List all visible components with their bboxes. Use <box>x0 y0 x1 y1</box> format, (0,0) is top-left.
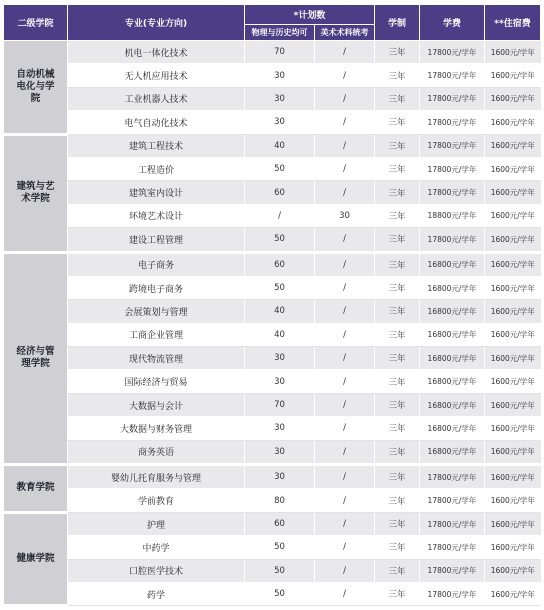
dorm-fee: 1600元/学年 <box>485 181 541 204</box>
dorm-fee: 1600元/学年 <box>485 87 541 110</box>
duration: 三年 <box>375 582 420 605</box>
table-row <box>4 559 541 582</box>
tuition: 16800元/学年 <box>420 300 485 323</box>
plan-art-exam: / <box>315 489 375 512</box>
header-plan-b: 美术术科统考 <box>315 25 375 41</box>
duration: 三年 <box>375 489 420 512</box>
tuition: 17800元/学年 <box>420 536 485 559</box>
plan-physics-history: 30 <box>245 111 315 134</box>
plan-physics-history: 30 <box>245 87 315 110</box>
table-row <box>4 489 541 512</box>
major-name: 工程造价 <box>68 157 245 180</box>
duration: 三年 <box>375 87 420 110</box>
duration: 三年 <box>375 370 420 393</box>
plan-physics-history: 50 <box>245 536 315 559</box>
table-row <box>4 228 541 252</box>
tuition: 17800元/学年 <box>420 64 485 87</box>
plan-physics-history: 70 <box>245 393 315 416</box>
table-row <box>4 440 541 464</box>
major-name: 电子商务 <box>68 252 245 276</box>
duration: 三年 <box>375 512 420 535</box>
college-label: 教育学院 <box>16 482 55 494</box>
college-label: 经济与管理学院 <box>16 346 55 370</box>
plan-physics-history: 40 <box>245 323 315 346</box>
tuition: 16800元/学年 <box>420 393 485 416</box>
plan-art-exam: / <box>315 87 375 110</box>
plan-art-exam: / <box>315 559 375 582</box>
plan-art-exam: / <box>315 465 375 489</box>
plan-physics-history: 30 <box>245 465 315 489</box>
plan-art-exam: / <box>315 417 375 440</box>
header-tuition: 学费 <box>420 5 485 41</box>
plan-art-exam: / <box>315 536 375 559</box>
plan-art-exam: / <box>315 228 375 252</box>
tuition: 17800元/学年 <box>420 559 485 582</box>
dorm-fee: 1600元/学年 <box>485 536 541 559</box>
major-name: 婴幼儿托育服务与管理 <box>68 465 245 489</box>
plan-art-exam: / <box>315 41 375 64</box>
major-name: 药学 <box>68 582 245 605</box>
major-name: 国际经济与贸易 <box>68 370 245 393</box>
plan-art-exam: / <box>315 181 375 204</box>
plan-physics-history: 60 <box>245 512 315 535</box>
college-name <box>4 512 68 606</box>
tuition: 16800元/学年 <box>420 417 485 440</box>
duration: 三年 <box>375 276 420 299</box>
major-name: 建筑室内设计 <box>68 181 245 204</box>
duration: 三年 <box>375 465 420 489</box>
table-row <box>4 393 541 416</box>
plan-physics-history: 50 <box>245 559 315 582</box>
duration: 三年 <box>375 559 420 582</box>
major-name: 无人机应用技术 <box>68 64 245 87</box>
dorm-fee: 1600元/学年 <box>485 134 541 157</box>
duration: 三年 <box>375 157 420 180</box>
dorm-fee: 1600元/学年 <box>485 252 541 276</box>
header-plan: *计划数 <box>245 5 375 25</box>
tuition: 16800元/学年 <box>420 276 485 299</box>
tuition: 16800元/学年 <box>420 252 485 276</box>
plan-physics-history: 70 <box>245 41 315 64</box>
plan-physics-history: 80 <box>245 489 315 512</box>
plan-physics-history: 50 <box>245 582 315 605</box>
tuition: 16800元/学年 <box>420 323 485 346</box>
table-row <box>4 465 541 489</box>
plan-art-exam: / <box>315 512 375 535</box>
plan-art-exam: / <box>315 300 375 323</box>
major-name: 建设工程管理 <box>68 228 245 252</box>
plan-art-exam: / <box>315 582 375 605</box>
major-name: 机电一体化技术 <box>68 41 245 64</box>
major-name: 口腔医学技术 <box>68 559 245 582</box>
duration: 三年 <box>375 393 420 416</box>
duration: 三年 <box>375 41 420 64</box>
table-row <box>4 252 541 276</box>
header-college: 二级学院 <box>4 5 68 41</box>
table-row <box>4 536 541 559</box>
dorm-fee: 1600元/学年 <box>485 323 541 346</box>
duration: 三年 <box>375 536 420 559</box>
duration: 三年 <box>375 111 420 134</box>
dorm-fee: 1600元/学年 <box>485 204 541 227</box>
duration: 三年 <box>375 323 420 346</box>
tuition: 17800元/学年 <box>420 41 485 64</box>
major-name: 大数据与财务管理 <box>68 417 245 440</box>
plan-art-exam: / <box>315 157 375 180</box>
table-row <box>4 134 541 157</box>
duration: 三年 <box>375 300 420 323</box>
duration: 三年 <box>375 228 420 252</box>
college-name <box>4 41 68 135</box>
table-row <box>4 582 541 605</box>
dorm-fee: 1600元/学年 <box>485 582 541 605</box>
tuition: 16800元/学年 <box>420 347 485 370</box>
college-label: 健康学院 <box>16 553 55 565</box>
duration: 三年 <box>375 417 420 440</box>
table-row <box>4 417 541 440</box>
table-row <box>4 512 541 535</box>
table-row <box>4 300 541 323</box>
table-row <box>4 370 541 393</box>
dorm-fee: 1600元/学年 <box>485 300 541 323</box>
tuition: 17800元/学年 <box>420 465 485 489</box>
college-name <box>4 252 68 465</box>
major-name: 大数据与会计 <box>68 393 245 416</box>
dorm-fee: 1600元/学年 <box>485 393 541 416</box>
table-row <box>4 157 541 180</box>
tuition: 17800元/学年 <box>420 87 485 110</box>
table-row <box>4 87 541 110</box>
plan-art-exam: / <box>315 64 375 87</box>
plan-art-exam: / <box>315 440 375 464</box>
plan-physics-history: 40 <box>245 300 315 323</box>
table-row <box>4 347 541 370</box>
major-name: 工商企业管理 <box>68 323 245 346</box>
duration: 三年 <box>375 347 420 370</box>
table-row <box>4 276 541 299</box>
college-label: 建筑与艺术学院 <box>16 181 55 205</box>
header-duration: 学制 <box>375 5 420 41</box>
major-name: 建筑工程技术 <box>68 134 245 157</box>
plan-physics-history: 30 <box>245 440 315 464</box>
plan-art-exam: 30 <box>315 204 375 227</box>
dorm-fee: 1600元/学年 <box>485 370 541 393</box>
table-row <box>4 323 541 346</box>
duration: 三年 <box>375 134 420 157</box>
dorm-fee: 1600元/学年 <box>485 489 541 512</box>
duration: 三年 <box>375 204 420 227</box>
plan-physics-history: 30 <box>245 417 315 440</box>
plan-physics-history: 30 <box>245 347 315 370</box>
tuition: 17800元/学年 <box>420 111 485 134</box>
dorm-fee: 1600元/学年 <box>485 559 541 582</box>
header-dorm: **住宿费 <box>485 5 541 41</box>
plan-art-exam: / <box>315 252 375 276</box>
plan-art-exam: / <box>315 111 375 134</box>
plan-physics-history: 60 <box>245 252 315 276</box>
dorm-fee: 1600元/学年 <box>485 64 541 87</box>
enrollment-plan-table <box>3 4 541 607</box>
major-name: 商务英语 <box>68 440 245 464</box>
plan-physics-history: 50 <box>245 276 315 299</box>
table-header <box>4 5 541 41</box>
plan-physics-history: 50 <box>245 228 315 252</box>
major-name: 电气自动化技术 <box>68 111 245 134</box>
college-label: 自动机械电化与学院 <box>16 68 55 104</box>
major-name: 环境艺术设计 <box>68 204 245 227</box>
plan-art-exam: / <box>315 323 375 346</box>
plan-physics-history: 30 <box>245 64 315 87</box>
tuition: 16800元/学年 <box>420 370 485 393</box>
college-name <box>4 465 68 513</box>
tuition: 17800元/学年 <box>420 489 485 512</box>
tuition: 17800元/学年 <box>420 582 485 605</box>
enrollment-table-container <box>3 4 540 607</box>
plan-physics-history: 50 <box>245 157 315 180</box>
duration: 三年 <box>375 440 420 464</box>
tuition: 18800元/学年 <box>420 204 485 227</box>
tuition: 17800元/学年 <box>420 157 485 180</box>
major-name: 工业机器人技术 <box>68 87 245 110</box>
tuition: 17800元/学年 <box>420 512 485 535</box>
table-row <box>4 41 541 64</box>
table-row <box>4 204 541 227</box>
plan-art-exam: / <box>315 347 375 370</box>
major-name: 跨境电子商务 <box>68 276 245 299</box>
plan-physics-history: 60 <box>245 181 315 204</box>
duration: 三年 <box>375 64 420 87</box>
dorm-fee: 1600元/学年 <box>485 228 541 252</box>
plan-physics-history: / <box>245 204 315 227</box>
table-row <box>4 111 541 134</box>
major-name: 会展策划与管理 <box>68 300 245 323</box>
college-name <box>4 134 68 252</box>
dorm-fee: 1600元/学年 <box>485 347 541 370</box>
major-name: 护理 <box>68 512 245 535</box>
dorm-fee: 1600元/学年 <box>485 465 541 489</box>
major-name: 中药学 <box>68 536 245 559</box>
duration: 三年 <box>375 181 420 204</box>
plan-art-exam: / <box>315 276 375 299</box>
plan-art-exam: / <box>315 134 375 157</box>
dorm-fee: 1600元/学年 <box>485 512 541 535</box>
dorm-fee: 1600元/学年 <box>485 276 541 299</box>
header-plan-a: 物理与历史均可 <box>245 25 315 41</box>
plan-art-exam: / <box>315 370 375 393</box>
table-row <box>4 181 541 204</box>
duration: 三年 <box>375 252 420 276</box>
tuition: 16800元/学年 <box>420 440 485 464</box>
tuition: 17800元/学年 <box>420 134 485 157</box>
major-name: 学前教育 <box>68 489 245 512</box>
plan-physics-history: 30 <box>245 370 315 393</box>
dorm-fee: 1600元/学年 <box>485 41 541 64</box>
dorm-fee: 1600元/学年 <box>485 417 541 440</box>
table-row <box>4 64 541 87</box>
tuition: 17800元/学年 <box>420 181 485 204</box>
header-major: 专业(专业方向) <box>68 5 245 41</box>
dorm-fee: 1600元/学年 <box>485 111 541 134</box>
tuition: 17800元/学年 <box>420 228 485 252</box>
plan-physics-history: 40 <box>245 134 315 157</box>
major-name: 现代物流管理 <box>68 347 245 370</box>
dorm-fee: 1600元/学年 <box>485 440 541 464</box>
plan-art-exam: / <box>315 393 375 416</box>
dorm-fee: 1600元/学年 <box>485 157 541 180</box>
table-body <box>4 41 541 606</box>
